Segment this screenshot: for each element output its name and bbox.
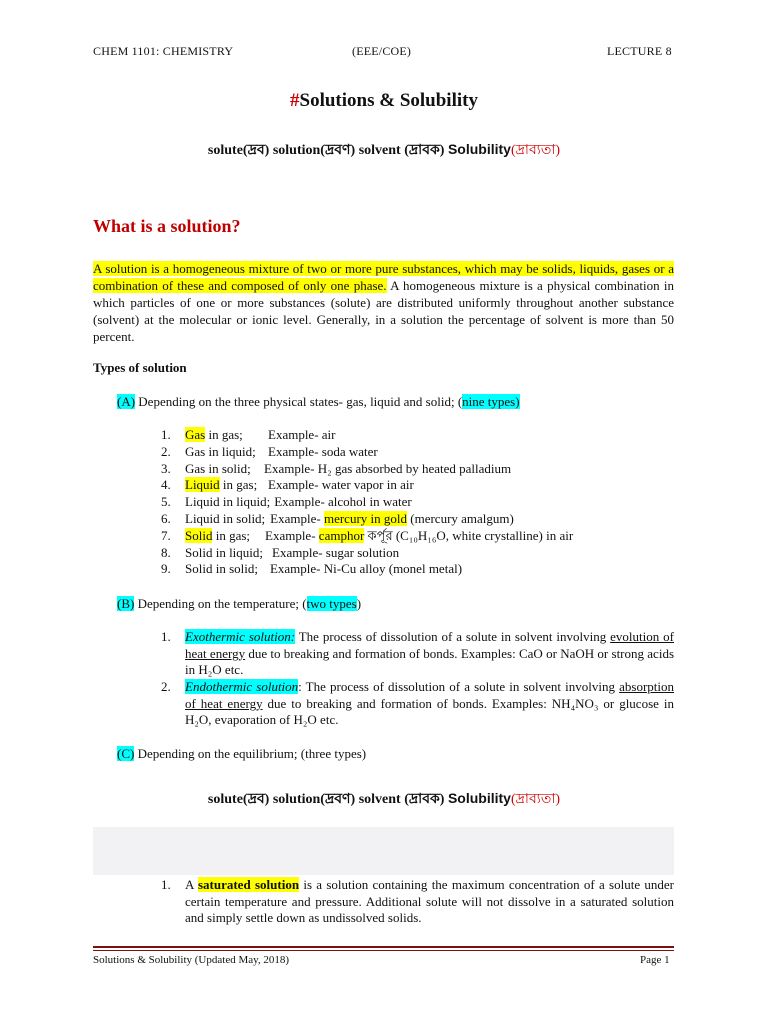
item7-highlight: camphor <box>318 527 365 543</box>
category-a-text: Depending on the three physical states- gas, liquid and solid; ( <box>135 394 463 409</box>
page-number: Page 1 <box>640 954 670 966</box>
list-a <box>161 427 574 578</box>
intro-highlight: A solution is a homogeneous mixture of two or more pure substances, which may be solids, liquids, gases or a combination of these and composed of only one phase. <box>93 261 674 293</box>
category-a-tag: (A) <box>117 394 136 409</box>
header-department: (EEE/COE) <box>352 44 412 58</box>
list-item-endothermic: 2. Endothermic solution: The process of dissolution of a solute in solvent involving absorption of heat energy due to breaking and formation of bonds. Examples: NH₄NO₃ or glucose in H₂O, evaporation of H₂O etc. <box>161 679 675 727</box>
empty-shaded-box <box>93 827 674 875</box>
category-c <box>117 746 366 762</box>
category-c-text: Depending on the equilibrium; (three types) <box>134 746 367 761</box>
category-b-highlight: two types <box>306 596 357 611</box>
exothermic-term: Exothermic solution: <box>185 629 296 644</box>
category-b-tag: (B) <box>117 596 135 611</box>
footer-rule <box>93 946 674 948</box>
list-item-exothermic: 1. Exothermic solution: The process of dissolution of a solute in solvent involving evolution of heat energy due to breaking and formation of bonds. Examples: CaO or NaOH or strong acids in H₂O etc. <box>161 629 675 677</box>
vocab-solubility-bengali: (দ্রাব্যতা) <box>510 143 561 158</box>
category-b-text: Depending on the temperature; ( <box>134 596 307 611</box>
list-item: 6. Liquid in solid; Example- mercury in gold (mercury amalgum) <box>161 510 514 526</box>
list-item: 9. Solid in solid; Example- Ni-Cu alloy (monel metal) <box>161 561 463 577</box>
vocab-line <box>0 138 768 162</box>
list-item: 7. Solid in gas; Example- camphor কর্পূর (C₁₀H₁₆O, white crystalline) in air <box>161 527 574 543</box>
list-item: 2. Gas in liquid; Example- soda water <box>161 443 378 459</box>
page-title <box>0 90 768 112</box>
types-heading: Types of solution <box>93 360 187 375</box>
section-heading: What is a solution? <box>93 216 241 236</box>
endothermic-term: Endothermic solution <box>185 679 299 694</box>
intro-paragraph <box>93 260 674 345</box>
list-item: 8. Solid in liquid; Example- sugar solution <box>161 544 400 560</box>
category-a-highlight: nine types) <box>462 394 520 409</box>
vocab-line-repeat: solute(দ্রব) solution(দ্রবণ) solvent (দ্রাবক) Solubility(দ্রাব্যতা) <box>207 790 561 807</box>
footer-title: Solutions & Solubility (Updated May, 2018) <box>93 954 290 966</box>
list-example: Example- alcohol in water <box>274 494 412 510</box>
vocab-solubility: Solubility <box>447 141 511 157</box>
vocab-solution: solution(দ্রবণ) <box>272 143 356 158</box>
list-item-saturated: 1. A saturated solution is a solution containing the maximum concentration of a solute under certain temperature and pressure. Additional solute will not dissolve in a saturated solution and simply settle down as undissolved solids. <box>161 877 674 925</box>
saturated-term: saturated solution <box>197 877 300 892</box>
list-item: 3. Gas in solid; Example- H₂ gas absorbed by heated palladium <box>161 460 512 476</box>
list-item: 1. Gas in gas; Example- air <box>161 427 336 442</box>
vocab-solvent: solvent (দ্রাবক) <box>358 143 445 158</box>
intro-rest: A homogeneous mixture is a physical combination in which particles of one or more substances (solute) are distributed uniformly throughout another substance (solvent) at the molecular or ionic level. Generally, in a solution the percentage of solvent is more than 50 percent. <box>93 278 674 344</box>
header-lecture: LECTURE 8 <box>607 44 672 58</box>
list-item: 4. Liquid in gas; Example- water vapor in air <box>161 477 414 493</box>
vocab-solute: solute(দ্রব) <box>207 143 270 158</box>
header-course: CHEM 1101: CHEMISTRY <box>93 44 234 58</box>
category-a <box>117 394 520 410</box>
list-item: 5. Liquid in liquid; Example- alcohol in water <box>161 494 412 510</box>
title-hash: # <box>290 90 300 111</box>
footer-rule-thin <box>93 950 674 951</box>
category-c-tag: (C) <box>117 746 135 761</box>
category-b: (B) Depending on the temperature; (two types) <box>117 596 362 611</box>
title-text: Solutions & Solubility <box>299 90 478 111</box>
item6-highlight: mercury in gold <box>323 510 408 526</box>
